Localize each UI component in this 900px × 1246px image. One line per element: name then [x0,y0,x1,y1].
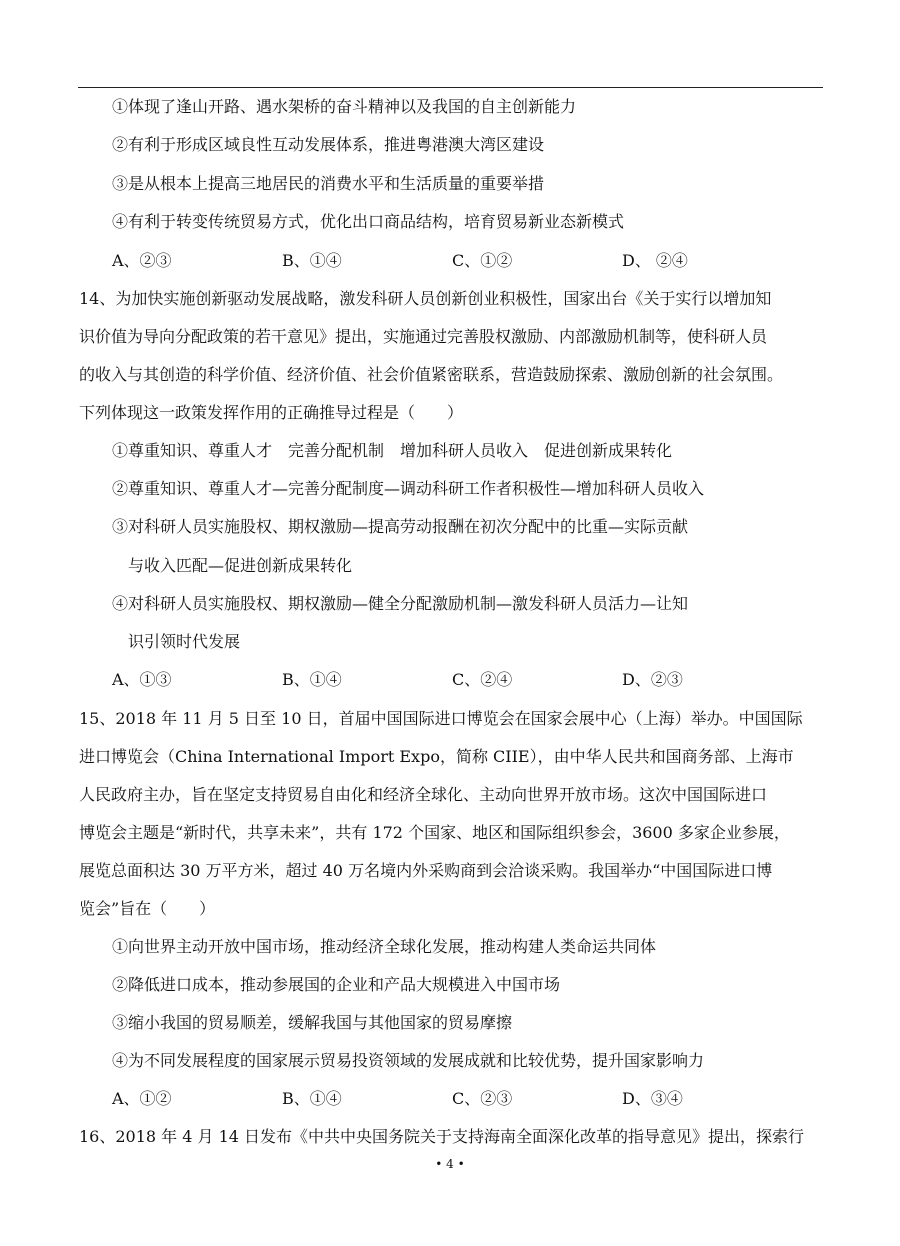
q15-stem-line-2: 进口博览会（China International Import Expo，简称 CIIE），由中华人民共和国商务部、上海市 [79,747,794,766]
q13-statement-3: ③是从根本上提高三地居民的消费水平和生活质量的重要举措 [112,174,545,193]
q15-statement-3: ③缩小我国的贸易顺差，缓解我国与其他国家的贸易摩擦 [112,1013,513,1032]
q15-stem-line-5: 展览总面积达 30 万平方米，超过 40 万名境内外采购商到会洽谈采购。我国举办“中国国际进口博 [79,861,773,880]
q14-stem-line-1: 14、为加快实施创新驱动发展战略，激发科研人员创新创业积极性，国家出台《关于实行以增加知 [79,289,772,308]
q13-option-c[interactable]: C、①② [452,251,513,270]
q13-statement-2: ②有利于形成区域良性互动发展体系，推进粤港澳大湾区建设 [112,135,545,154]
header-rule [78,87,823,88]
q13-options [112,251,752,271]
q15-statement-4: ④为不同发展程度的国家展示贸易投资领域的发展成就和比较优势，提升国家影响力 [112,1051,705,1070]
q14-statement-3: ③对科研人员实施股权、期权激励—提高劳动报酬在初次分配中的比重—实际贡献 [112,517,689,536]
q15-option-b[interactable]: B、①④ [282,1089,342,1108]
q14-stem-line-4: 下列体现这一政策发挥作用的正确推导过程是（ ） [79,403,464,422]
q14-stem-line-2: 识价值为导向分配政策的若干意见》提出，实施通过完善股权激励、内部激励机制等，使科研人员 [79,327,768,346]
q15-option-a[interactable]: A、①② [112,1089,172,1108]
q14-stem-line-3: 的收入与其创造的科学价值、经济价值、社会价值紧密联系，营造鼓励探索、激励创新的社会氛围。 [79,365,784,384]
q13-option-b[interactable]: B、①④ [282,251,342,270]
q13-statement-1: ①体现了逢山开路、遇水架桥的奋斗精神以及我国的自主创新能力 [112,97,577,116]
q15-statement-2: ②降低进口成本，推动参展国的企业和产品大规模进入中国市场 [112,975,561,994]
page-number: • 4 • [435,1157,465,1171]
q14-statement-4: ④对科研人员实施股权、期权激励—健全分配激励机制—激发科研人员活力—让知 [112,594,689,613]
q15-stem-line-6: 览会”旨在（ ） [79,899,216,918]
q15-statement-1: ①向世界主动开放中国市场，推动经济全球化发展，推动构建人类命运共同体 [112,937,657,956]
q15-stem-line-1: 15、2018 年 11 月 5 日至 10 日，首届中国国际进口博览会在国家会展中心（上海）举办。中国国际 [79,709,803,728]
q14-option-d[interactable]: D、②③ [622,670,683,689]
q15-stem-line-4: 博览会主题是“新时代，共享未来”，共有 172 个国家、地区和国际组织参会，3600 多家企业参展， [79,823,790,842]
q14-option-b[interactable]: B、①④ [282,670,342,689]
q14-option-a[interactable]: A、①③ [112,670,172,689]
q16-stem-line-1: 16、2018 年 4 月 14 日发布《中共中央国务院关于支持海南全面深化改革的指导意见》提出，探索行 [79,1127,805,1146]
q14-statement-4-cont: 识引领时代发展 [128,632,241,651]
q15-options [112,1089,752,1109]
q14-statement-2: ②尊重知识、尊重人才—完善分配制度—调动科研工作者积极性—增加科研人员收入 [112,479,705,498]
q14-option-c[interactable]: C、②④ [452,670,513,689]
q15-option-d[interactable]: D、③④ [622,1089,683,1108]
q13-statement-4: ④有利于转变传统贸易方式，优化出口商品结构，培育贸易新业态新模式 [112,212,625,231]
q15-stem-line-3: 人民政府主办，旨在坚定支持贸易自由化和经济全球化、主动向世界开放市场。这次中国国际进口 [79,785,768,804]
q14-statement-3-cont: 与收入匹配—促进创新成果转化 [128,556,353,575]
q14-statement-1: ①尊重知识、尊重人才 完善分配机制 增加科研人员收入 促进创新成果转化 [112,441,673,460]
q13-option-d[interactable]: D、 ②④ [622,251,688,270]
q15-option-c[interactable]: C、②③ [452,1089,513,1108]
q14-options [112,670,752,690]
q13-option-a[interactable]: A、②③ [112,251,172,270]
